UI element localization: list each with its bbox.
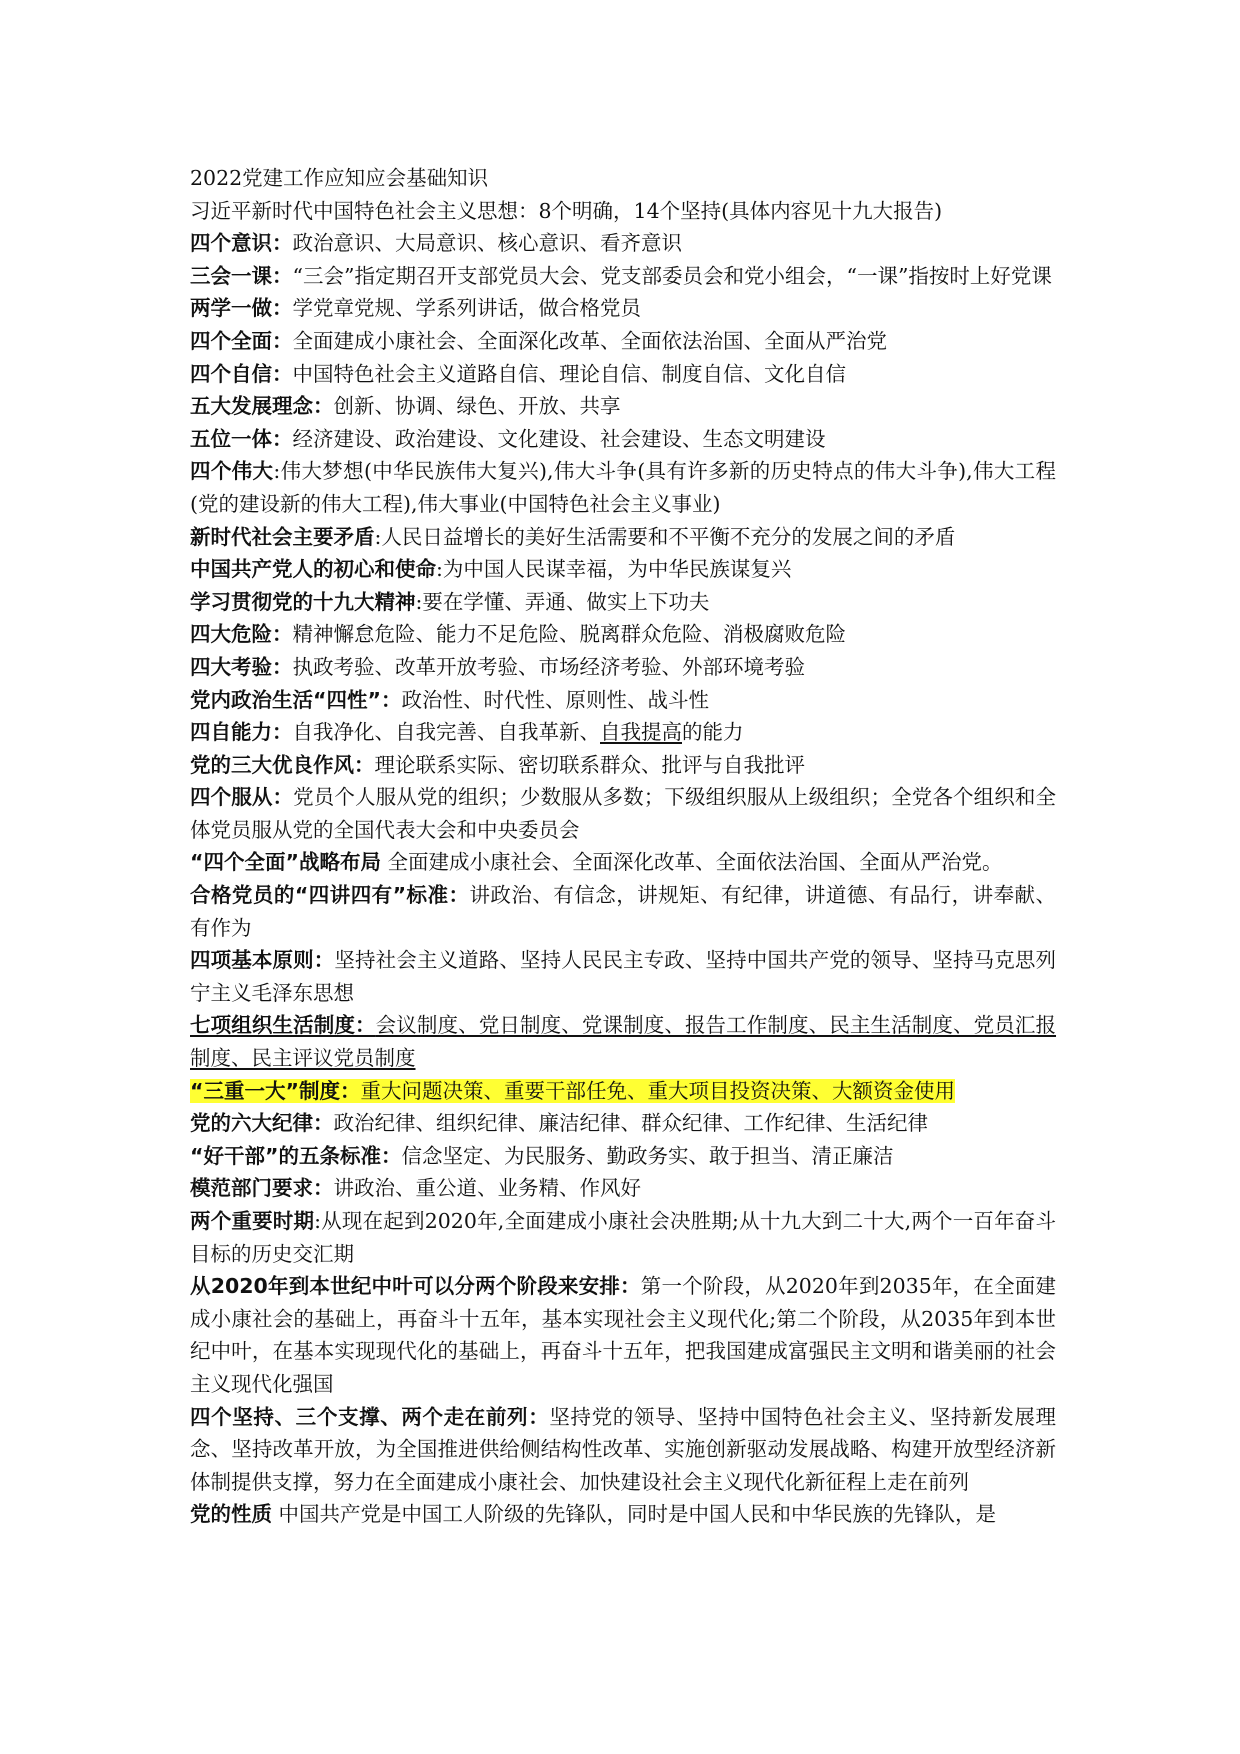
term-label: 党内政治生活“四性”： bbox=[190, 687, 402, 712]
term-definition: 执政考验、改革开放考验、市场经济考验、外部环境考验 bbox=[292, 654, 805, 679]
paragraph bbox=[190, 1009, 1056, 1074]
paragraph bbox=[190, 1140, 1056, 1173]
paragraph bbox=[190, 195, 1056, 228]
term-label: 党的三大优良作风： bbox=[190, 752, 375, 777]
paragraph bbox=[190, 781, 1056, 846]
term-definition: 学党章党规、学系列讲话，做合格党员 bbox=[292, 296, 641, 321]
paragraph bbox=[190, 325, 1056, 358]
term-definition: :人民日益增长的美好生活需要和不平衡不充分的发展之间的矛盾 bbox=[374, 524, 956, 549]
paragraph-content bbox=[190, 427, 826, 451]
term-label: 两学一做： bbox=[190, 296, 293, 321]
term-label: 新时代社会主要矛盾 bbox=[190, 524, 375, 549]
paragraph-content bbox=[190, 296, 641, 320]
paragraph bbox=[190, 716, 1056, 749]
term-definition: “三会”指定期召开支部党员大会、党支部委员会和党小组会，“一课”指按时上好党课 bbox=[292, 263, 1052, 288]
paragraph bbox=[190, 260, 1056, 293]
paragraph-content bbox=[190, 753, 805, 777]
term-definition: 全面建成小康社会、全面深化改革、全面依法治国、全面从严治党。 bbox=[380, 850, 1003, 875]
term-definition: 经济建设、政治建设、文化建设、社会建设、生态文明建设 bbox=[292, 426, 826, 451]
paragraph-content bbox=[190, 231, 682, 255]
term-label: 四大危险： bbox=[190, 622, 293, 647]
term-definition: 党员个人服从党的组织；少数服从多数；下级组织服从上级组织；全党各个组织和全体党员服从党的全国代表大会和中央委员会 bbox=[190, 785, 1057, 842]
paragraph bbox=[190, 1205, 1056, 1270]
term-definition: :要在学懂、弄通、做实上下功夫 bbox=[415, 589, 710, 614]
paragraph-content bbox=[190, 264, 1052, 288]
term-definition: 全面建成小康社会、全面深化改革、全面依法治国、全面从严治党 bbox=[292, 328, 887, 353]
paragraph-content bbox=[190, 557, 791, 581]
paragraph bbox=[190, 1075, 1056, 1108]
paragraph-content bbox=[190, 1144, 893, 1168]
term-label: 党的性质 bbox=[190, 1502, 272, 1527]
term-definition: 讲政治、重公道、业务精、作风好 bbox=[333, 1176, 641, 1201]
term-label: 四个自信： bbox=[190, 361, 293, 386]
term-label: 四项基本原则： bbox=[190, 948, 335, 973]
paragraph bbox=[190, 944, 1056, 1009]
term-label: 四个全面： bbox=[190, 328, 293, 353]
term-label: 三会一课： bbox=[190, 263, 293, 288]
term-label: 四个意识： bbox=[190, 231, 293, 256]
term-definition: 中国特色社会主义道路自信、理论自信、制度自信、文化自信 bbox=[292, 361, 846, 386]
paragraph-content bbox=[190, 199, 942, 223]
paragraph-content bbox=[190, 362, 846, 386]
term-definition: 政治意识、大局意识、核心意识、看齐意识 bbox=[292, 231, 682, 256]
paragraph bbox=[190, 423, 1056, 456]
term-definition: 创新、协调、绿色、开放、共享 bbox=[333, 394, 621, 419]
document-page bbox=[190, 162, 1056, 1531]
paragraph bbox=[190, 1401, 1056, 1499]
term-label: “好干部”的五条标准： bbox=[190, 1143, 402, 1168]
term-definition: 政治纪律、组织纪律、廉洁纪律、群众纪律、工作纪律、生活纪律 bbox=[333, 1111, 928, 1136]
paragraph bbox=[190, 227, 1056, 260]
underlined-phrase: 自我提高 bbox=[600, 720, 682, 745]
term-label: “三重一大”制度： bbox=[190, 1078, 361, 1103]
paragraph-content bbox=[190, 459, 1056, 516]
paragraph-content bbox=[190, 1274, 1056, 1396]
term-label: 两个重要时期 bbox=[190, 1209, 315, 1233]
term-definition: :伟大梦想(中华民族伟大复兴),伟大斗争(具有许多新的历史特点的伟大斗争),伟大工程(党的建设新的伟大工程),伟大事业(中国特色社会主义事业) bbox=[190, 459, 1056, 516]
term-definition: 习近平新时代中国特色社会主义思想：8个明确，14个坚持(具体内容见十九大报告) bbox=[190, 198, 943, 223]
term-label: 党的六大纪律： bbox=[190, 1111, 334, 1136]
paragraph bbox=[190, 390, 1056, 423]
paragraph bbox=[190, 358, 1056, 391]
paragraph-content bbox=[190, 1502, 996, 1526]
paragraph-list bbox=[190, 195, 1056, 1531]
paragraph-content bbox=[190, 394, 621, 418]
paragraph bbox=[190, 553, 1056, 586]
term-label: 合格党员的“四讲四有”标准： bbox=[190, 883, 470, 908]
term-label: 七项组织生活制度： bbox=[190, 1013, 376, 1038]
term-definition: :为中国人民谋幸福，为中华民族谋复兴 bbox=[436, 557, 792, 582]
document-title: 2022党建工作应知应会基础知识 bbox=[190, 166, 489, 190]
term-label: “四个全面”战略布局 bbox=[190, 850, 381, 875]
term-definition: 讲政治、有信念，讲规矩、有纪律，讲道德、有品行，讲奉献、有作为 bbox=[190, 883, 1056, 940]
paragraph-content bbox=[190, 590, 709, 614]
term-label: 四个服从： bbox=[190, 785, 294, 810]
term-label: 学习贯彻党的十九大精神 bbox=[190, 589, 416, 614]
term-definition: 坚持党的领导、坚持中国特色社会主义、坚持新发展理念、坚持改革开放，为全国推进供给侧结构性改革、实施创新驱动发展战略、构建开放型经济新体制提供支撑，努力在全面建成小康社会、加快建设社会主义现代化新征程上走在前列 bbox=[190, 1404, 1057, 1494]
paragraph bbox=[190, 455, 1056, 520]
term-definition: 中国共产党是中国工人阶级的先锋队，同时是中国人民和中华民族的先锋队，是 bbox=[272, 1502, 997, 1527]
term-definition: 信念坚定、为民服务、勤政务实、敢于担当、清正廉洁 bbox=[401, 1143, 894, 1168]
paragraph-content bbox=[190, 948, 1056, 1005]
term-definition: :从现在起到2020年,全面建成小康社会决胜期;从十九大到二十大,两个一百年奋斗目标的历史交汇期 bbox=[190, 1209, 1056, 1266]
highlighted-text bbox=[190, 1079, 955, 1103]
term-label: 中国共产党人的初心和使命 bbox=[190, 557, 436, 582]
term-definition: 精神懈怠危险、能力不足危险、脱离群众危险、消极腐败危险 bbox=[292, 622, 846, 647]
paragraph-content bbox=[190, 688, 709, 712]
paragraph bbox=[190, 1107, 1056, 1140]
paragraph-content bbox=[190, 1209, 1056, 1266]
paragraph bbox=[190, 521, 1056, 554]
term-label: 从2020年到本世纪中叶可以分两个阶段来安排： bbox=[190, 1274, 641, 1299]
term-definition: 坚持社会主义道路、坚持人民民主专政、坚持中国共产党的领导、坚持马克思列宁主义毛泽东思想 bbox=[190, 948, 1057, 1005]
paragraph bbox=[190, 684, 1056, 717]
paragraph-content bbox=[190, 1176, 641, 1200]
term-definition: 重大问题决策、重要干部任免、重大项目投资决策、大额资金使用 bbox=[360, 1078, 955, 1103]
paragraph bbox=[190, 651, 1056, 684]
paragraph-content bbox=[190, 622, 846, 646]
term-definition: 政治性、时代性、原则性、战斗性 bbox=[401, 687, 709, 712]
underlined-text bbox=[190, 1013, 1056, 1070]
paragraph-content bbox=[190, 720, 744, 744]
term-label: 模范部门要求： bbox=[190, 1176, 334, 1201]
term-definition: 会议制度、党日制度、党课制度、报告工作制度、民主生活制度、党员汇报制度、民主评议党员制度 bbox=[190, 1013, 1057, 1071]
paragraph bbox=[190, 749, 1056, 782]
term-definition-tail: 的能力 bbox=[682, 720, 744, 745]
paragraph bbox=[190, 1498, 1056, 1531]
term-definition: 理论联系实际、密切联系群众、批评与自我批评 bbox=[374, 752, 805, 777]
paragraph-content bbox=[190, 785, 1056, 842]
term-label: 五大发展理念： bbox=[190, 394, 334, 419]
term-definition: 自我净化、自我完善、自我革新、 bbox=[292, 720, 600, 745]
paragraph bbox=[190, 1270, 1056, 1400]
term-label: 四个伟大 bbox=[190, 459, 274, 484]
paragraph bbox=[190, 846, 1056, 879]
paragraph-content bbox=[190, 655, 805, 679]
paragraph-content bbox=[190, 525, 955, 549]
term-label: 四个坚持、三个支撑、两个走在前列： bbox=[190, 1404, 550, 1429]
term-definition: 第一个阶段，从2020年到2035年，在全面建成小康社会的基础上，再奋斗十五年，基本实现社会主义现代化;第二个阶段，从2035年到本世纪中叶，在基本实现现代化的基础上，再奋斗十五年，把我国建成富强民主文明和谐美丽的社会主义现代化强国 bbox=[190, 1274, 1056, 1396]
paragraph bbox=[190, 879, 1056, 944]
paragraph bbox=[190, 1172, 1056, 1205]
paragraph bbox=[190, 292, 1056, 325]
paragraph-content bbox=[190, 1405, 1056, 1494]
paragraph bbox=[190, 618, 1056, 651]
term-label: 四自能力： bbox=[190, 720, 293, 745]
paragraph-content bbox=[190, 850, 1002, 874]
paragraph-content bbox=[190, 329, 887, 353]
paragraph-content bbox=[190, 1111, 928, 1135]
term-label: 五位一体： bbox=[190, 426, 293, 451]
paragraph-content bbox=[190, 883, 1056, 940]
paragraph bbox=[190, 586, 1056, 619]
term-label: 四大考验： bbox=[190, 654, 293, 679]
